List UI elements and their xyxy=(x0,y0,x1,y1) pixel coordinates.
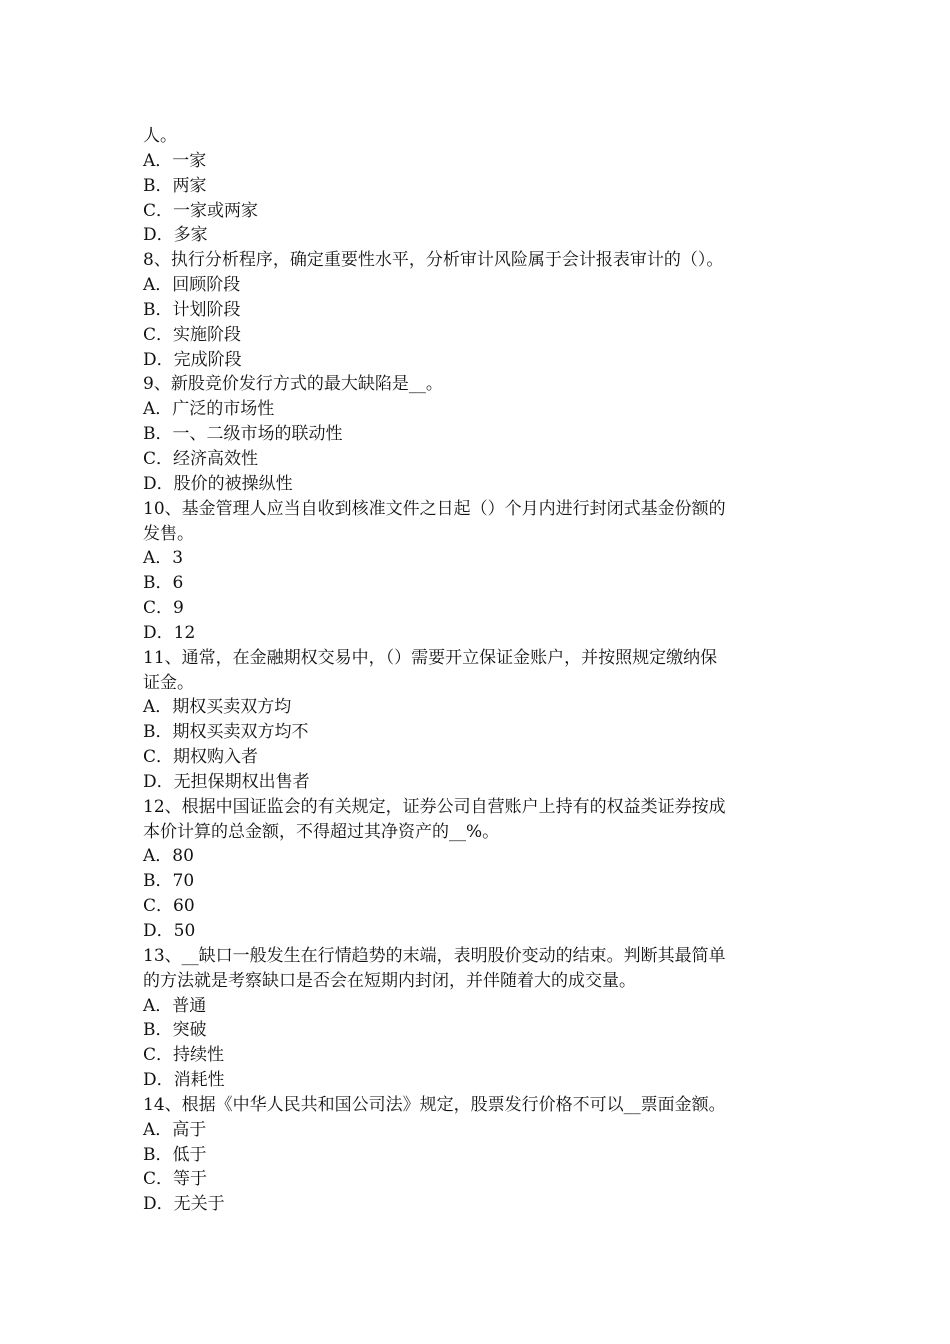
option-letter: A． xyxy=(143,399,173,420)
option-text: 高于 xyxy=(172,1119,207,1140)
option-text: 计划阶段 xyxy=(172,299,241,320)
option-letter: B． xyxy=(143,424,173,445)
option-text: 持续性 xyxy=(173,1045,225,1066)
option-letter: B． xyxy=(143,299,173,320)
option-text: 实施阶段 xyxy=(173,324,242,345)
answer-option xyxy=(143,422,813,447)
answer-option xyxy=(143,994,813,1019)
option-letter: C． xyxy=(143,747,174,768)
answer-option xyxy=(143,348,813,373)
option-letter: C． xyxy=(143,896,174,917)
option-letter: C． xyxy=(143,448,174,469)
option-letter: A． xyxy=(143,846,173,867)
option-text: 多家 xyxy=(173,225,208,246)
question-text: 8、执行分析程序，确定重要性水平，分析审计风险属于会计报表审计的（）。 xyxy=(143,250,724,271)
answer-option xyxy=(143,1192,813,1217)
option-letter: B． xyxy=(143,722,173,743)
option-text: 9 xyxy=(173,598,184,619)
option-text: 回顾阶段 xyxy=(172,275,241,296)
option-text: 一家 xyxy=(172,150,207,171)
answer-option xyxy=(143,397,813,422)
question-text: 10、基金管理人应当自收到核准文件之日起（）个月内进行封闭式基金份额的 xyxy=(143,498,726,519)
text-line: 人。 xyxy=(143,126,177,146)
answer-option xyxy=(143,273,813,298)
option-text: 一、二级市场的联动性 xyxy=(172,424,343,445)
text-line: 发售。 xyxy=(143,523,194,544)
option-letter: C． xyxy=(143,200,174,221)
answer-option xyxy=(143,894,813,919)
option-text: 80 xyxy=(172,846,194,867)
answer-option xyxy=(143,1118,813,1143)
option-letter: A． xyxy=(143,548,173,569)
option-letter: A． xyxy=(143,275,173,296)
option-text: 等于 xyxy=(173,1169,208,1190)
option-letter: A． xyxy=(143,150,173,171)
option-letter: D． xyxy=(143,1194,174,1215)
option-letter: C． xyxy=(143,324,174,345)
answer-option xyxy=(143,869,813,894)
answer-option xyxy=(143,571,813,596)
answer-option xyxy=(143,919,813,944)
option-letter: D． xyxy=(143,771,174,792)
option-text: 期权买卖双方均不 xyxy=(172,722,309,743)
text-line: 的方法就是考察缺口是否会在短期内封闭，并伴随着大的成交量。 xyxy=(143,970,636,991)
answer-option xyxy=(143,298,813,323)
option-letter: B． xyxy=(143,1144,173,1165)
answer-option xyxy=(143,745,813,770)
answer-option xyxy=(143,174,813,199)
option-letter: B． xyxy=(143,1020,173,1041)
question-text: 12、根据中国证监会的有关规定，证券公司自营账户上持有的权益类证券按成 xyxy=(143,796,726,817)
question-text: 14、根据《中华人民共和国公司法》规定，股票发行价格不可以__票面金额。 xyxy=(143,1094,726,1115)
answer-option xyxy=(143,1167,813,1192)
answer-option xyxy=(143,1143,813,1168)
option-letter: A． xyxy=(143,697,173,718)
document-page xyxy=(143,124,813,1217)
answer-option xyxy=(143,770,813,795)
answer-option xyxy=(143,199,813,224)
text-line: 证金。 xyxy=(143,672,194,693)
option-text: 期权购入者 xyxy=(173,747,259,768)
option-letter: D． xyxy=(143,921,174,941)
option-letter: C． xyxy=(143,1169,174,1190)
option-letter: C． xyxy=(143,598,174,619)
question-text: 9、新股竞价发行方式的最大缺陷是__。 xyxy=(143,374,443,395)
option-text: 12 xyxy=(173,622,196,643)
option-text: 经济高效性 xyxy=(173,448,259,469)
answer-option xyxy=(143,844,813,869)
option-letter: D． xyxy=(143,622,174,643)
answer-option xyxy=(143,472,813,497)
answer-option xyxy=(143,621,813,646)
text-line: 本价计算的总金额，不得超过其净资产的__%。 xyxy=(143,821,500,842)
option-text: 6 xyxy=(172,573,184,594)
option-text: 60 xyxy=(173,896,195,917)
option-letter: D． xyxy=(143,1070,174,1091)
answer-option xyxy=(143,546,813,571)
answer-option xyxy=(143,1018,813,1043)
option-text: 两家 xyxy=(172,175,207,196)
option-text: 低于 xyxy=(172,1144,207,1165)
option-text: 普通 xyxy=(172,995,207,1016)
option-text: 70 xyxy=(172,871,195,892)
option-text: 股价的被操纵性 xyxy=(173,473,293,494)
option-letter: B． xyxy=(143,175,173,196)
option-text: 无担保期权出售者 xyxy=(173,771,310,792)
option-letter: A． xyxy=(143,1119,173,1140)
option-text: 50 xyxy=(173,921,196,941)
answer-option xyxy=(143,323,813,348)
option-letter: D． xyxy=(143,349,174,370)
option-text: 期权买卖双方均 xyxy=(172,697,292,718)
answer-option xyxy=(143,447,813,472)
answer-option xyxy=(143,720,813,745)
option-text: 3 xyxy=(172,548,184,569)
option-text: 无关于 xyxy=(173,1194,225,1215)
option-letter: B． xyxy=(143,871,173,892)
answer-option xyxy=(143,596,813,621)
answer-option xyxy=(143,1043,813,1068)
option-letter: B． xyxy=(143,573,173,594)
option-text: 广泛的市场性 xyxy=(172,399,275,420)
answer-option xyxy=(143,149,813,174)
question-text: 11、通常，在金融期权交易中，（）需要开立保证金账户，并按照规定缴纳保 xyxy=(143,647,718,668)
option-text: 突破 xyxy=(172,1020,207,1041)
answer-option xyxy=(143,1068,813,1093)
question-text: 13、__缺口一般发生在行情趋势的末端，表明股价变动的结束。判断其最简单 xyxy=(143,945,726,966)
option-text: 消耗性 xyxy=(173,1070,225,1091)
option-text: 完成阶段 xyxy=(173,349,242,370)
option-letter: D． xyxy=(143,225,174,246)
option-letter: C． xyxy=(143,1045,174,1066)
option-letter: A． xyxy=(143,995,173,1016)
answer-option xyxy=(143,695,813,720)
option-text: 一家或两家 xyxy=(173,200,259,221)
answer-option xyxy=(143,223,813,248)
option-letter: D． xyxy=(143,473,174,494)
